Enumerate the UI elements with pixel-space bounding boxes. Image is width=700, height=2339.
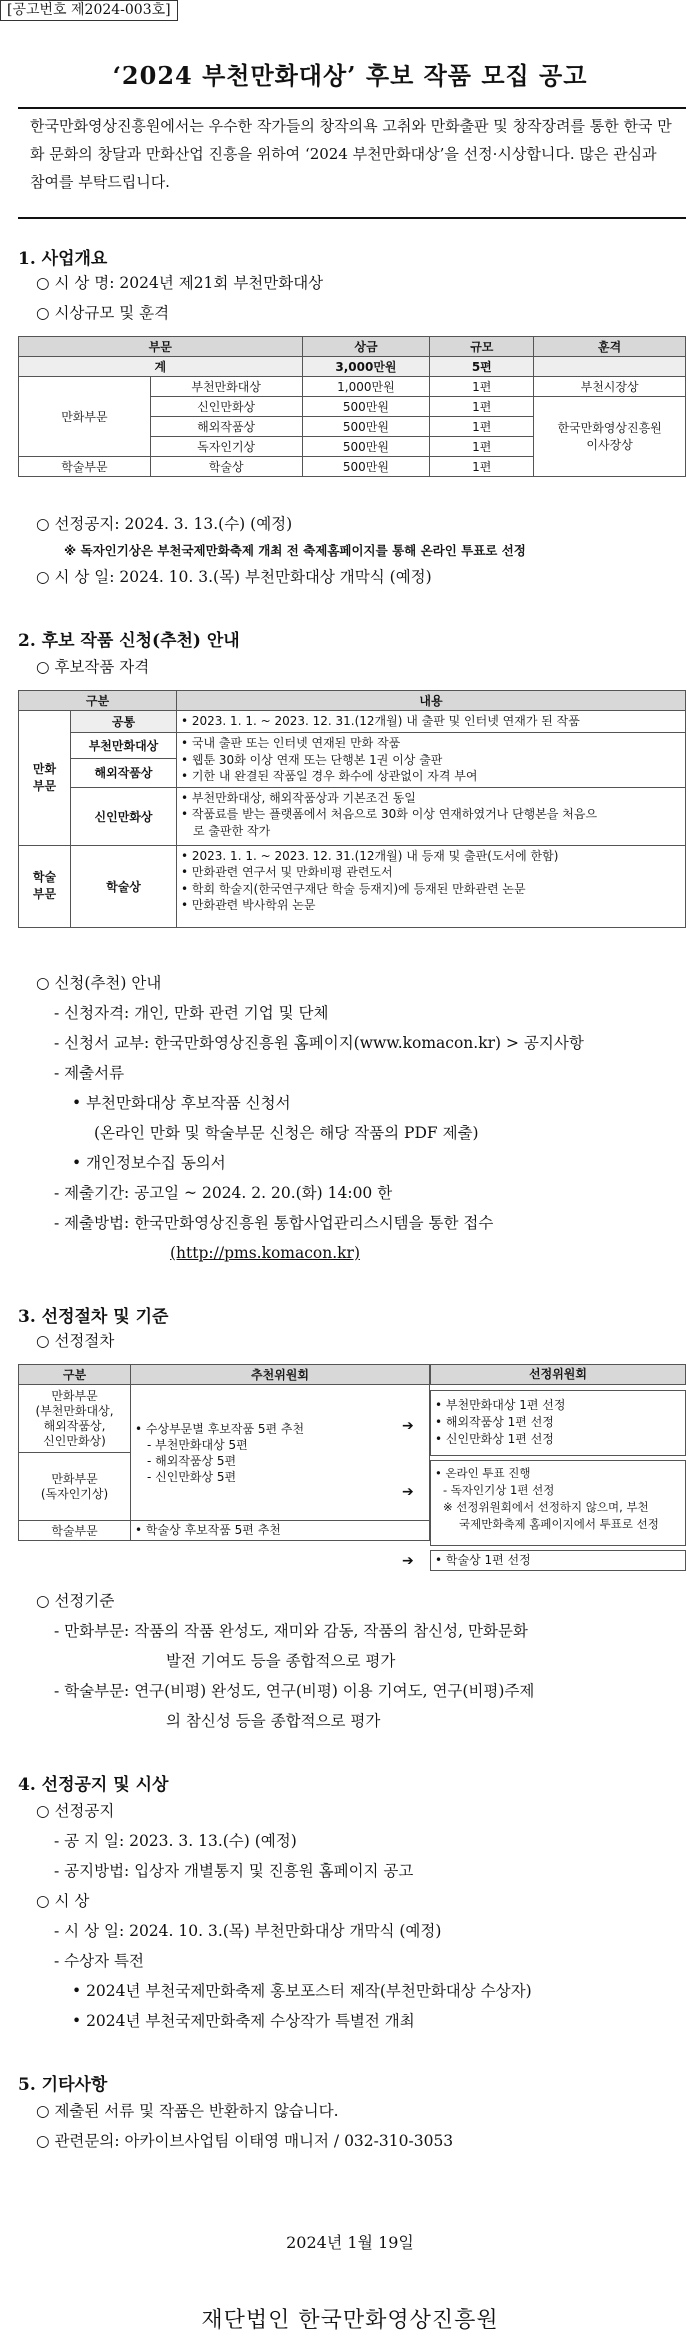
- notice-number: [공고번호 제2024-003호]: [0, 0, 178, 21]
- criteria-academic-1: - 학술부문: 연구(비평) 완성도, 연구(비평) 이용 기여도, 연구(비평)주제: [54, 1682, 535, 1700]
- common-text: • 2023. 1. 1. ~ 2023. 12. 31.(12개월) 내 출판 및 인터넷 연재가 된 작품: [177, 711, 686, 733]
- no-return-note: ○ 제출된 서류 및 작품은 반환하지 않습니다.: [36, 2102, 339, 2120]
- selection-cell-3: • 학술상 1편 선정: [430, 1550, 686, 1571]
- criteria-label: ○ 선정기준: [36, 1592, 115, 1610]
- prize-cell: 1,000만원: [302, 377, 430, 397]
- award-scale-label: ○ 시상규모 및 훈격: [36, 304, 170, 322]
- manhwa-division-label: 만화부문: [19, 377, 151, 457]
- honor-chairman: 한국만화영상진흥원 이사장상: [534, 397, 686, 477]
- prize-cell: 500만원: [302, 417, 430, 437]
- division-manhwa-2: 만화부문 (독자인기상): [19, 1453, 131, 1521]
- form-issue: - 신청서 교부: 한국만화영상진흥원 홈페이지(www.komacon.kr) > 공지사항: [54, 1034, 584, 1052]
- pms-link[interactable]: (http://pms.komacon.kr): [170, 1244, 361, 1262]
- award-cell: 신인만화상: [150, 397, 302, 417]
- total-prize: 3,000만원: [302, 357, 430, 377]
- award-cell: 학술상: [150, 457, 302, 477]
- readers-award-note: ※ 독자인기상은 부천국제만화축제 개최 전 축제홈페이지를 통해 온라인 투표로 선정: [64, 543, 526, 558]
- ceremony-date: ○ 시 상 일: 2024. 10. 3.(목) 부천만화대상 개막식 (예정): [36, 568, 432, 586]
- table-row: [19, 787, 686, 845]
- academic-award-label: 학술상: [71, 845, 177, 927]
- criteria-manhwa-1: - 만화부문: 작품의 작품 완성도, 재미와 감동, 작품의 참신성, 만화문화: [54, 1622, 528, 1640]
- submit-method: - 제출방법: 한국만화영상진흥원 통합사업관리스시템을 통한 접수: [54, 1214, 494, 1232]
- recommendation-academic: • 학술상 후보작품 5편 추천: [131, 1521, 430, 1541]
- manhwa-division-label: 만화 부문: [19, 711, 71, 846]
- page-title: ‘2024 부천만화대상’ 후보 작품 모집 공고: [112, 61, 588, 90]
- qualification-label: ○ 후보작품 자격: [36, 658, 150, 676]
- apply-guide-label: ○ 신청(추천) 안내: [36, 974, 162, 992]
- document-1: • 부천만화대상 후보작품 신청서: [72, 1094, 291, 1112]
- th-division: 구분: [19, 691, 177, 711]
- notice-date: 2024년 1월 19일: [286, 2233, 414, 2252]
- criteria-manhwa-2: 발전 기여도 등을 종합적으로 평가: [166, 1652, 396, 1670]
- award-label: ○ 시 상: [36, 1892, 90, 1910]
- document-2: • 개인정보수집 동의서: [72, 1154, 226, 1172]
- document-1-note: (온라인 만화 및 학술부문 신청은 해당 작품의 PDF 제출): [94, 1124, 479, 1142]
- division-manhwa-1: 만화부문 (부천만화대상, 해외작품상, 신인만화상): [19, 1385, 131, 1453]
- newcomer-award-text: • 부천만화대상, 해외작품상과 기본조건 동일 • 작품료를 받는 플랫폼에서 처음으로 30화 이상 연재하였거나 단행본을 처음으 로 출판한 작가: [177, 787, 686, 845]
- count-cell: 1편: [430, 397, 534, 417]
- th-recommendation: 추천위원회: [131, 1365, 430, 1385]
- award-cell: 독자인기상: [150, 437, 302, 457]
- selection-cell-2: • 온라인 투표 진행 - 독자인기상 1편 선정 ※ 선정위원회에서 선정하지 않으며, 부천 국제만화축제 홈페이지에서 투표로 선정: [430, 1460, 686, 1546]
- award-cell: 부천만화대상: [150, 377, 302, 397]
- qualification-table: [18, 690, 686, 928]
- table-row: [19, 711, 686, 733]
- award-cell: 해외작품상: [150, 417, 302, 437]
- th-honor: 훈격: [534, 337, 686, 357]
- academic-division-label: 학술 부문: [19, 845, 71, 927]
- count-cell: 1편: [430, 417, 534, 437]
- total-count: 5편: [430, 357, 534, 377]
- arrow-icon: ➔: [402, 1553, 414, 1569]
- th-prize: 상금: [302, 337, 430, 357]
- th-selection: 선정위원회: [430, 1364, 686, 1385]
- section-5-heading: 5. 기타사항: [18, 2075, 108, 2095]
- announce-method: - 공지방법: 입상자 개별통지 및 진흥원 홈페이지 공고: [54, 1862, 414, 1880]
- honor-mayor: 부천시장상: [534, 377, 686, 397]
- section-2-heading: 2. 후보 작품 신청(추천) 안내: [18, 631, 240, 651]
- recommendation-cell: • 수상부문별 후보작품 5편 추천 - 부천만화대상 5편 - 해외작품상 5편 - 신인만화상 5편: [131, 1385, 430, 1521]
- award-scale-table: [18, 336, 686, 477]
- newcomer-award-label: 신인만화상: [71, 787, 177, 845]
- section-4-heading: 4. 선정공지 및 시상: [18, 1775, 169, 1795]
- total-row: [19, 357, 686, 377]
- announce-date: ○ 선정공지: 2024. 3. 13.(수) (예정): [36, 515, 293, 533]
- organization-name: 재단법인 한국만화영상진흥원: [201, 2308, 499, 2333]
- procedure-label: ○ 선정절차: [36, 1332, 115, 1350]
- submit-period: - 제출기간: 공고일 ~ 2024. 2. 20.(화) 14:00 한: [54, 1184, 393, 1202]
- overseas-award-label: 해외작품상: [71, 758, 177, 787]
- arrow-icon: ➔: [402, 1418, 414, 1434]
- count-cell: 1편: [430, 457, 534, 477]
- intro-paragraph: 한국만화영상진흥원에서는 우수한 작가들의 창작의욕 고취와 만화출판 및 창작장려를 통한 한국 만화 문화의 창달과 만화산업 진흥을 위하여 ‘2024 부천만화대상’을 선정·시상합니다. 많은 관심과 참여를 부탁드립니다.: [18, 107, 686, 219]
- benefit-1: • 2024년 부천국제만화축제 홍보포스터 제작(부천만화대상 수상자): [72, 1982, 532, 2000]
- th-content: 내용: [177, 691, 686, 711]
- common-label: 공통: [71, 711, 177, 733]
- th-division: 구분: [19, 1365, 131, 1385]
- th-division: 부문: [19, 337, 303, 357]
- award-date: - 시 상 일: 2024. 10. 3.(목) 부천만화대상 개막식 (예정): [54, 1922, 442, 1940]
- eligibility: - 신청자격: 개인, 만화 관련 기업 및 단체: [54, 1004, 329, 1022]
- prize-cell: 500만원: [302, 457, 430, 477]
- division-academic: 학술부문: [19, 1521, 131, 1541]
- table-row: [19, 377, 686, 397]
- section-3-heading: 3. 선정절차 및 기준: [18, 1307, 169, 1327]
- benefit-2: • 2024년 부천국제만화축제 수상작가 특별전 개최: [72, 2012, 415, 2030]
- grand-award-label: 부천만화대상: [71, 733, 177, 759]
- selection-cell-1: • 부천만화대상 1편 선정 • 해외작품상 1편 선정 • 신인만화상 1편 선정: [430, 1390, 686, 1456]
- criteria-academic-2: 의 참신성 등을 종합적으로 평가: [166, 1712, 381, 1730]
- arrow-icon: ➔: [402, 1484, 414, 1500]
- academic-division-label: 학술부문: [19, 457, 151, 477]
- grand-award-text: • 국내 출판 또는 인터넷 연재된 만화 작품 • 웹툰 30화 이상 연재 또는 단행본 1권 이상 출판 • 기한 내 완결된 작품일 경우 화수에 상관없이 자격 부여: [177, 733, 686, 788]
- table-row: [19, 845, 686, 927]
- total-label: 계: [19, 357, 303, 377]
- academic-award-text: • 2023. 1. 1. ~ 2023. 12. 31.(12개월) 내 등재 및 출판(도서에 한함) • 만화관련 연구서 및 만화비평 관련도서 • 학회 학술지(한국연구재단 학술 등재지)에 등재된 만화관련 논문 • 만화관련 박사학위 논문: [177, 845, 686, 927]
- section-1-heading: 1. 사업개요: [18, 249, 108, 269]
- prize-cell: 500만원: [302, 437, 430, 457]
- recommendation-table: [18, 1364, 430, 1541]
- table-row: [19, 733, 686, 759]
- announce-date: - 공 지 일: 2023. 3. 13.(수) (예정): [54, 1832, 297, 1850]
- th-count: 규모: [430, 337, 534, 357]
- announce-label: ○ 선정공지: [36, 1802, 115, 1820]
- prize-cell: 500만원: [302, 397, 430, 417]
- count-cell: 1편: [430, 377, 534, 397]
- benefits-label: - 수상자 특전: [54, 1952, 144, 1970]
- contact-info: ○ 관련문의: 아카이브사업팀 이태영 매니저 / 032-310-3053: [36, 2132, 454, 2150]
- documents-label: - 제출서류: [54, 1064, 125, 1082]
- award-name: ○ 시 상 명: 2024년 제21회 부천만화대상: [36, 274, 324, 292]
- count-cell: 1편: [430, 437, 534, 457]
